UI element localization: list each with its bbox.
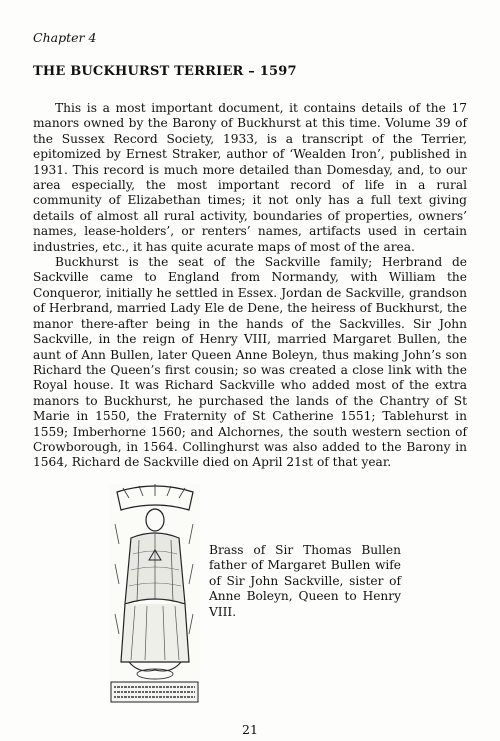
paragraph: This is a most important document, it contains details of the 17 manors owned by the Barony of Buckhurst at this time. Volume 39 of the Sussex Record Society, 1933, is a transcript of the Terrier, epitomized by Ernest Straker, author of ‘Wealden Iron’, published in 1931. This record is much more detailed than Domesday, and, to our area especially, the most important record of life in a rural community of Elizabethan times; it not only has a full text giving details of almost all rural activity, boundaries of properties, owners’ names, lease-holders’, or renters’ names, artifacts used in certain industries, etc., it has quite acurate maps of most of the area. [33, 101, 467, 254]
brass-figure-image [109, 484, 200, 704]
chapter-label: Chapter 4 [33, 30, 97, 45]
page-title: THE BUCKHURST TERRIER – 1597 [33, 64, 297, 79]
paragraph: Buckhurst is the seat of the Sackville family; Herbrand de Sackville came to England from Normandy, with William the Conqueror, initially he settled in Essex. Jordan de Sackville, grandson of Herbrand, married Lady Ele de Dene, the heiress of Buckhurst, the manor there-after being in the hands of the Sackvilles. Sir John Sackville, in the reign of Henry VIII, married Margaret Bullen, the aunt of Ann Bullen, later Queen Anne Boleyn, thus making John’s son Richard the Queen’s first cousin; so was created a close link with the Royal house. It was Richard Sackville who added most of the extra manors to Buckhurst, he purchased the lands of the Chantry of St Marie in 1550, the Fraternity of St Catherine 1551; Tablehurst in 1559; Imberhorne 1560; and Alchornes, the south western section of Crowborough, in 1564. Collinghurst was also added to the Barony in 1564, Richard de Sackville died on April 21st of that year. [33, 255, 467, 470]
page-number: 21 [242, 722, 258, 737]
body-text [33, 101, 467, 471]
figure-caption: Brass of Sir Thomas Bullen father of Margaret Bullen wife of Sir John Sackville, sister of Anne Boleyn, Queen to Henry VIII. [209, 543, 401, 619]
